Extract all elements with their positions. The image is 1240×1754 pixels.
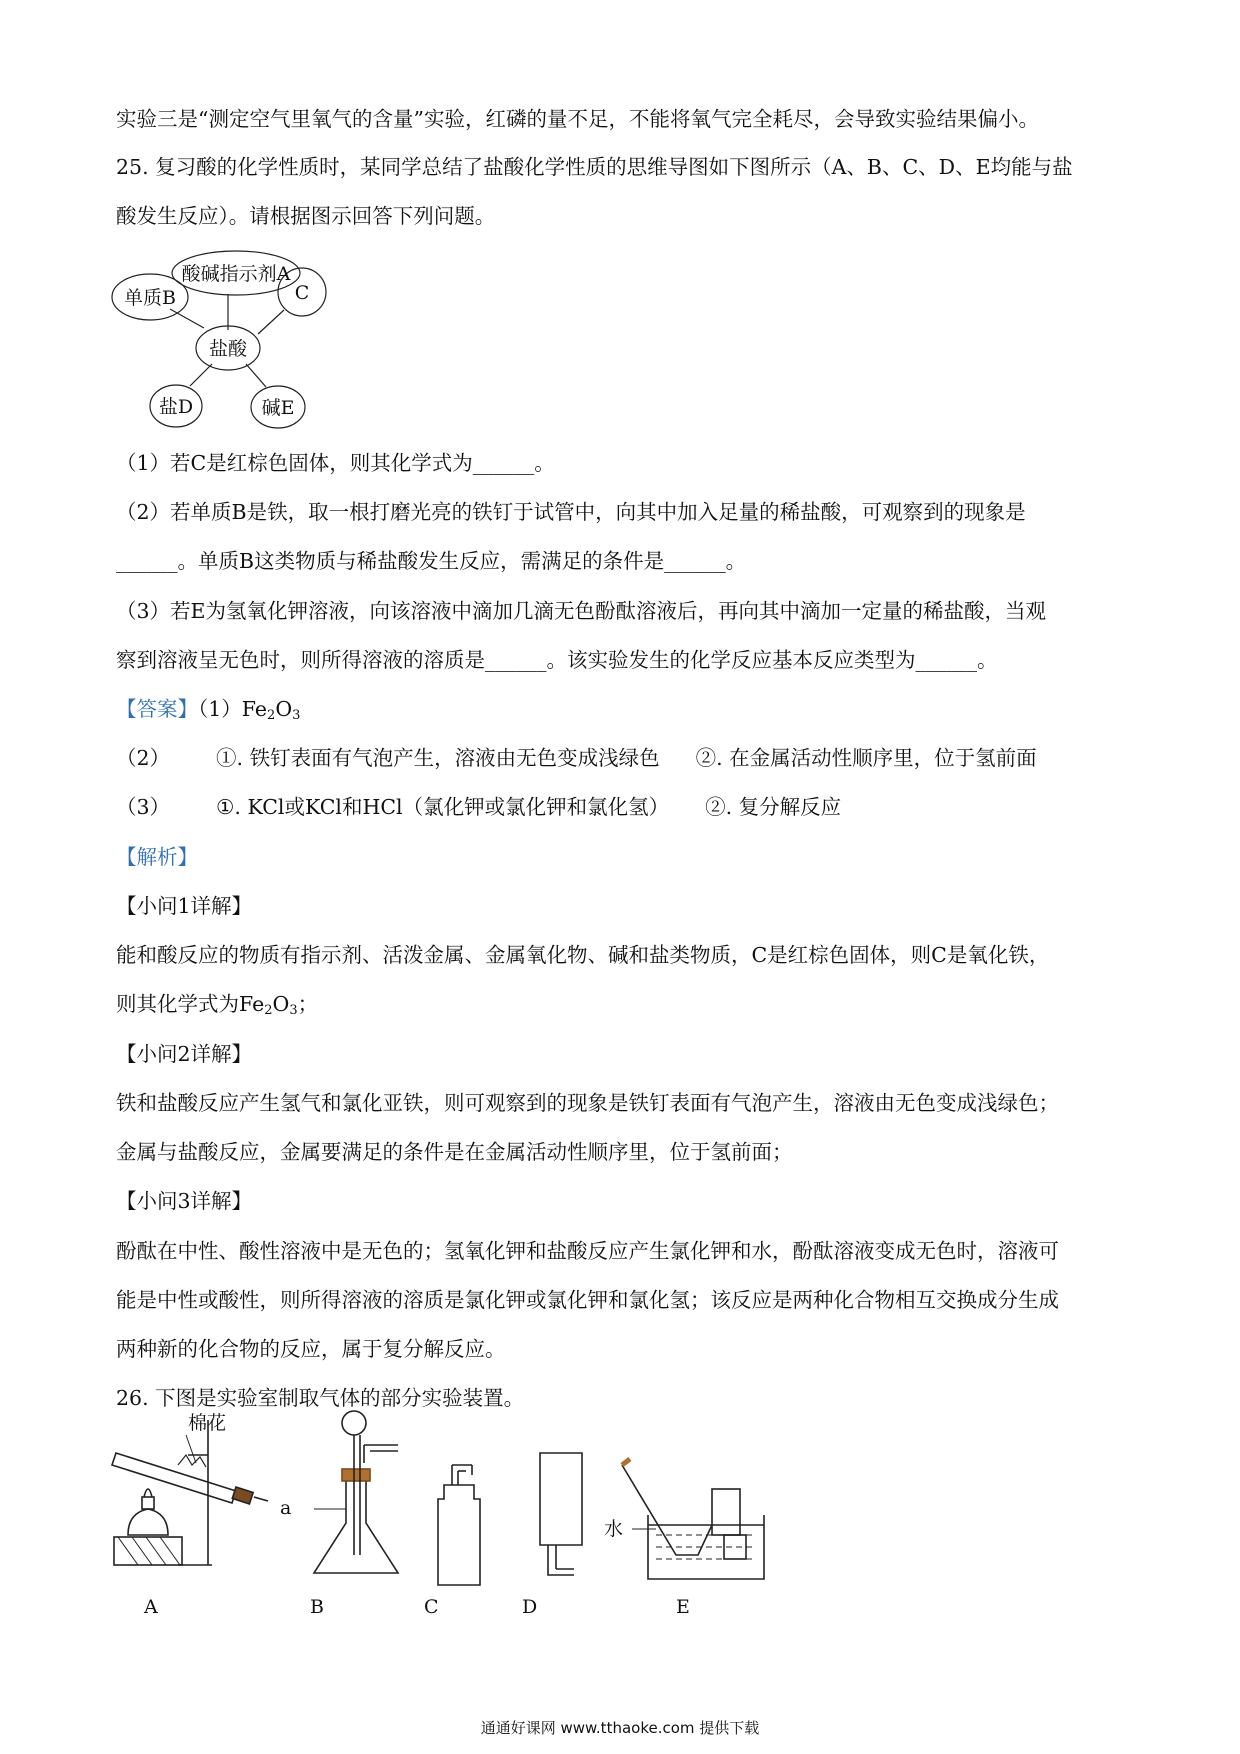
- funnel-bulb: [342, 1411, 366, 1435]
- node-d-label: 盐D: [158, 396, 194, 418]
- conical-flask: [314, 1469, 398, 1573]
- node-a-label: 酸碱指示剂A: [181, 263, 291, 285]
- sub-question-3: （3）若E为氢氧化钾溶液，向该溶液中滴加几滴无色酚酞溶液后，再向其中滴加一定量的稀盐酸，当观: [116, 599, 1047, 623]
- text-line: 实验三是“测定空气里氧气的含量”实验，红磷的量不足，不能将氧气完全耗尽，会导致实验结果偏小。: [116, 107, 1039, 131]
- sub-question-2: （2）若单质B是铁，取一根打磨光亮的铁钉于试管中，向其中加入足量的稀盐酸，可观察到的现象是: [116, 500, 1026, 524]
- delivery-tube: [622, 1465, 712, 1555]
- detail-3-line-1: 酚酞在中性、酸性溶液中是无色的；氢氧化钾和盐酸反应产生氯化钾和水，酚酞溶液变成无色时，溶液可: [116, 1239, 1059, 1263]
- question-26: 26. 下图是实验室制取气体的部分实验装置。: [116, 1386, 525, 1410]
- node-b-label: 单质B: [124, 287, 176, 309]
- mindmap-diagram: [108, 242, 348, 432]
- lamp-block: [114, 1537, 182, 1565]
- detail-2-line-2: 金属与盐酸反应，金属要满足的条件是在金属活动性顺序里，位于氢前面；: [116, 1140, 793, 1164]
- detail-3-heading: 【小问3详解】: [116, 1189, 253, 1213]
- detail-1-line-2: 则其化学式为$Fe_2O_3$；: [116, 992, 319, 1018]
- label-b: B: [310, 1596, 324, 1618]
- question-25-cont: 酸发生反应）。请根据图示回答下列问题。: [116, 204, 496, 228]
- detail-2-heading: 【小问2详解】: [116, 1042, 253, 1066]
- answer-line-1: 【答案】$(1)Fe_2O_3$: [116, 697, 301, 723]
- answer-line-2: （2） ①. 铁钉表面有气泡产生，溶液由无色变成浅绿色 ②. 在金属活动性顺序里，位于氢前面: [116, 746, 1037, 770]
- a-mark-label: a: [280, 1497, 292, 1519]
- label-d: D: [522, 1596, 538, 1618]
- gas-bottle-c: [438, 1485, 480, 1585]
- lab-apparatus-diagram: [108, 1405, 848, 1620]
- test-tube: [112, 1453, 236, 1503]
- detail-1-line-1: 能和酸反应的物质有指示剂、活泼金属、金属氧化物、碱和盐类物质，C是红棕色固体，则C是氧化铁，: [116, 943, 1050, 967]
- detail-2-line-1: 铁和盐酸反应产生氢气和氯化亚铁，则可观察到的现象是铁钉表面有气泡产生，溶液由无色变成浅绿色；: [116, 1091, 1059, 1115]
- sub-question-2-cont: ______。单质B这类物质与稀盐酸发生反应，需满足的条件是______。: [116, 549, 747, 573]
- page-footer: 通通好课网 www.tthaoke.com 提供下载: [480, 1719, 760, 1737]
- node-center-label: 盐酸: [208, 338, 248, 360]
- label-e: E: [676, 1596, 690, 1618]
- question-25: 25. 复习酸的化学性质时，某同学总结了盐酸化学性质的思维导图如下图所示（A、B、C、D、E均能与盐: [116, 155, 1073, 179]
- sub-question-1: （1）若C是红棕色固体，则其化学式为______。: [116, 451, 555, 475]
- label-c: C: [424, 1596, 439, 1618]
- node-c-label: C: [294, 282, 310, 304]
- detail-3-line-2: 能是中性或酸性，则所得溶液的溶质是氯化钾或氯化钾和氯化氢；该反应是两种化合物相互交换成分生成: [116, 1288, 1059, 1312]
- detail-1-heading: 【小问1详解】: [116, 894, 253, 918]
- water-label: 水: [604, 1518, 624, 1540]
- sub-question-3-cont: 察到溶液呈无色时，则所得溶液的溶质是______。该实验发生的化学反应基本反应类型为______。: [116, 648, 998, 672]
- node-e-label: 碱E: [261, 397, 295, 419]
- analysis-tag: 【解析】: [116, 845, 198, 869]
- answer-tag: 【答案】: [116, 697, 198, 721]
- answer-line-3: （3） ①. KCl或KCl和HCl（氯化钾或氯化钾和氯化氢） ②. 复分解反应: [116, 795, 842, 819]
- gas-bottle-d: [540, 1453, 582, 1545]
- collecting-bottle: [712, 1489, 740, 1535]
- alcohol-lamp: [128, 1509, 168, 1535]
- label-a: A: [144, 1596, 158, 1618]
- cotton-label: 棉花: [188, 1412, 227, 1434]
- detail-3-line-3: 两种新的化合物的反应，属于复分解反应。: [116, 1337, 506, 1361]
